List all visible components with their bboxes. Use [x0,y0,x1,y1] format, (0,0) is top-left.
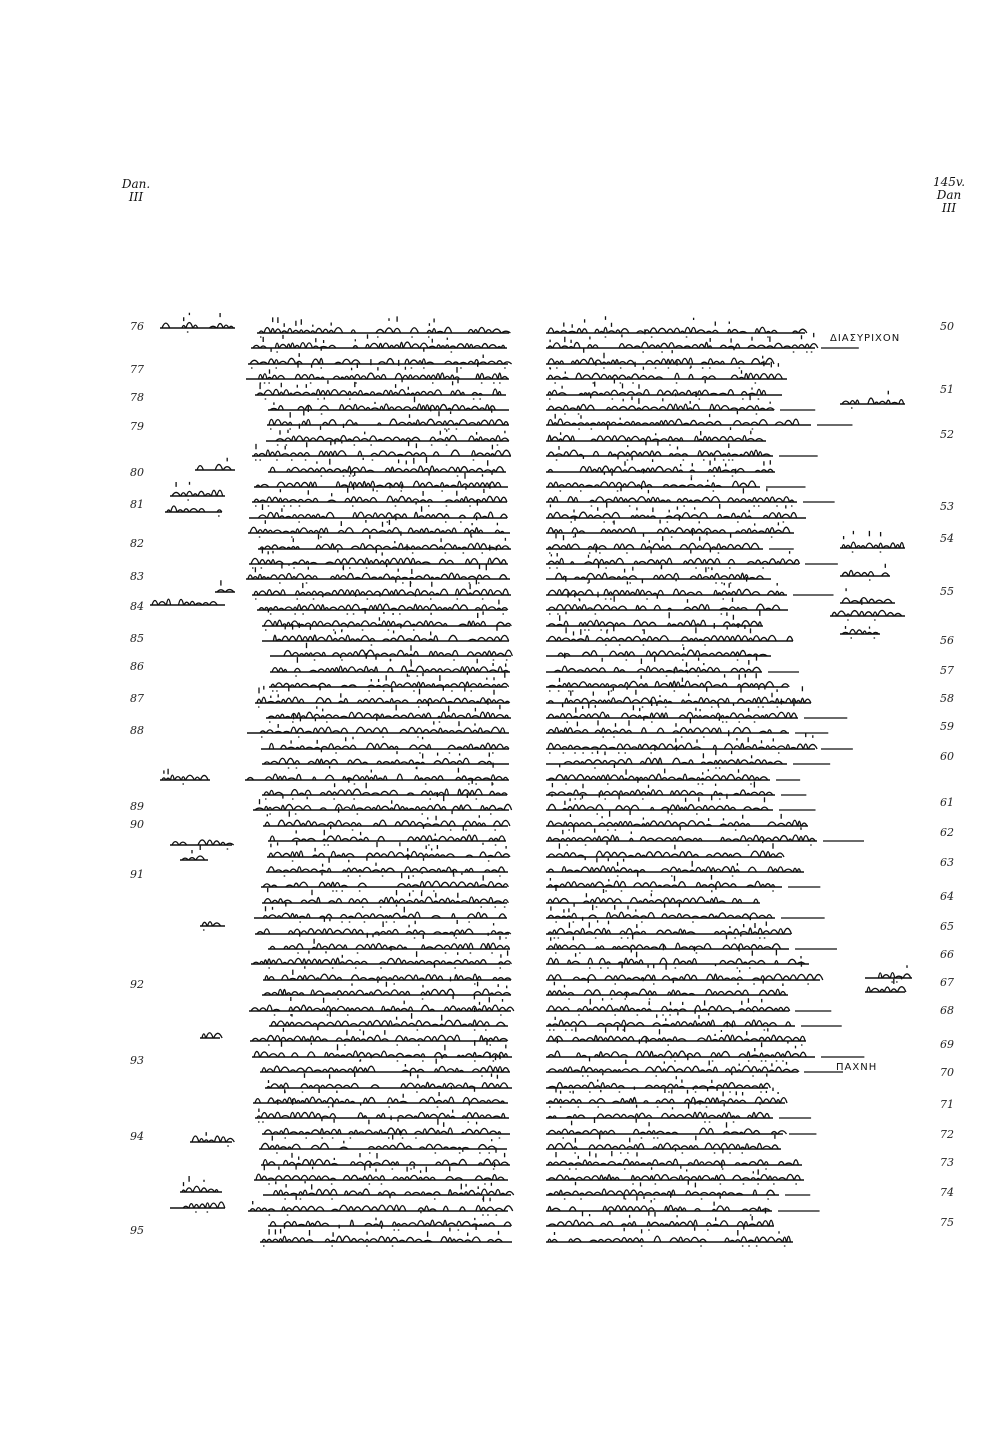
script-line [548,1179,775,1199]
script-line [264,778,507,799]
script-line [548,455,773,476]
script-line [270,824,505,845]
right-verse-number: 68 [940,1004,954,1017]
chapter-label-right: III [941,201,957,215]
left-verse-number: 80 [130,466,144,479]
right-verse-number: 63 [940,856,954,869]
script-line [217,580,234,592]
left-verse-number: 85 [130,632,144,645]
script-line [254,1040,508,1061]
left-text-column [245,316,514,1246]
script-line [548,440,770,460]
script-line [250,1196,513,1216]
left-verse-number: 82 [130,537,144,550]
script-line [271,672,509,692]
script-line [162,313,233,332]
script-line [265,963,511,984]
left-verse-number: 81 [130,498,144,511]
script-line [172,482,223,500]
script-line [548,502,797,522]
script-line [269,841,510,861]
script-line [548,411,799,429]
script-line [548,347,774,368]
right-verse-number: 55 [940,585,954,598]
script-line [548,686,811,707]
right-verse-number: 57 [940,664,954,677]
script-line [548,1072,770,1092]
script-line [257,378,501,399]
right-verse-number: 65 [940,920,954,933]
right-verse-number: 54 [940,532,954,545]
right-marginal-notes [830,391,912,992]
right-verse-number: 59 [940,720,954,733]
script-line [182,1176,218,1192]
left-verse-number: 93 [130,1054,144,1067]
script-line [263,1148,509,1169]
greek-gloss: ΔΙΑΣΥΡΙΧΟΝ [830,333,901,344]
right-verse-number: 64 [940,890,954,903]
right-verse-number: 74 [940,1186,954,1199]
right-verse-number: 72 [940,1128,954,1141]
script-line [548,486,794,506]
script-line [548,717,787,737]
right-verse-number: 56 [940,634,954,647]
script-line [270,1211,511,1230]
left-verse-number: 89 [130,800,144,813]
script-line [548,826,815,845]
left-verse-number: 88 [130,724,144,737]
script-line [548,871,775,891]
script-line [548,1009,791,1030]
script-line [842,626,879,638]
script-line [264,888,508,907]
greek-gloss: ΠΑΧΝΗ [836,1062,878,1073]
script-line [182,845,205,860]
script-line [548,425,763,445]
left-verse-number: 91 [130,868,144,881]
script-line [548,1087,787,1108]
left-verse-number: 83 [130,570,144,583]
script-line [256,471,501,491]
script-line [192,1132,234,1146]
script-line [548,611,761,631]
left-verse-number: 76 [130,320,144,333]
book-label-right: Dan [936,188,962,202]
script-line [254,439,511,460]
script-line [548,1194,770,1215]
script-line [252,1026,508,1046]
script-line [167,506,222,516]
right-text-column [546,316,864,1246]
script-line [248,563,507,583]
right-verse-number: 58 [940,692,954,705]
script-line [250,347,512,368]
script-line [842,531,904,552]
script-line [548,809,807,830]
right-verse-number: 70 [940,1066,954,1079]
script-line [263,902,506,922]
script-line [548,316,807,337]
right-verse-number: 61 [940,796,954,809]
script-line [197,458,231,470]
script-line [548,1117,787,1138]
script-line [548,763,768,784]
script-line [548,856,801,876]
right-verse-number: 66 [940,948,954,961]
script-line [548,379,766,399]
script-line [257,917,511,938]
right-verse-number: 60 [940,750,954,763]
script-line [548,1133,778,1153]
right-verse-number: 75 [940,1216,954,1229]
left-verse-number: 79 [130,420,144,433]
script-line [162,769,208,784]
left-verse-number: 84 [130,600,144,613]
book-label-left: Dan. [121,177,151,191]
right-verse-number: 51 [940,383,954,396]
script-line [267,1072,508,1093]
script-line [842,564,889,580]
script-line [259,593,508,614]
script-line [842,588,892,603]
chapter-label-left: III [128,190,144,204]
left-verse-number: 94 [130,1130,144,1143]
script-line [548,1148,798,1169]
right-verse-number: 69 [940,1038,954,1051]
left-verse-number: 95 [130,1224,144,1237]
script-line [284,643,512,660]
script-line [548,902,772,922]
right-verse-number: 52 [940,428,954,441]
left-verse-number: 77 [130,363,144,376]
script-line [183,1202,225,1212]
right-verse-number: 71 [940,1098,954,1111]
right-verse-number: 62 [940,826,954,839]
left-verse-number: 87 [130,692,144,705]
script-line [253,334,505,352]
right-verse-number: 50 [940,320,954,333]
folio-number: 145v. [932,175,966,189]
script-line [259,316,510,337]
script-line [269,737,509,753]
script-line [152,599,217,605]
left-verse-number: 78 [130,391,144,404]
script-line [264,750,492,769]
left-verse-number: 90 [130,818,144,831]
script-line [548,840,784,857]
right-verse-number: 53 [940,500,954,513]
script-line [548,934,781,953]
script-line [842,391,904,408]
right-verse-number: 67 [940,976,954,989]
script-line [548,1225,790,1246]
script-line [555,564,763,583]
left-verse-number: 92 [130,978,144,991]
script-line [879,965,911,982]
left-marginal-notes [150,313,235,1212]
left-verse-number: 86 [130,660,144,673]
right-verse-number: 73 [940,1156,954,1169]
script-line [558,647,767,660]
script-line [264,609,511,630]
script-line [273,1181,513,1199]
